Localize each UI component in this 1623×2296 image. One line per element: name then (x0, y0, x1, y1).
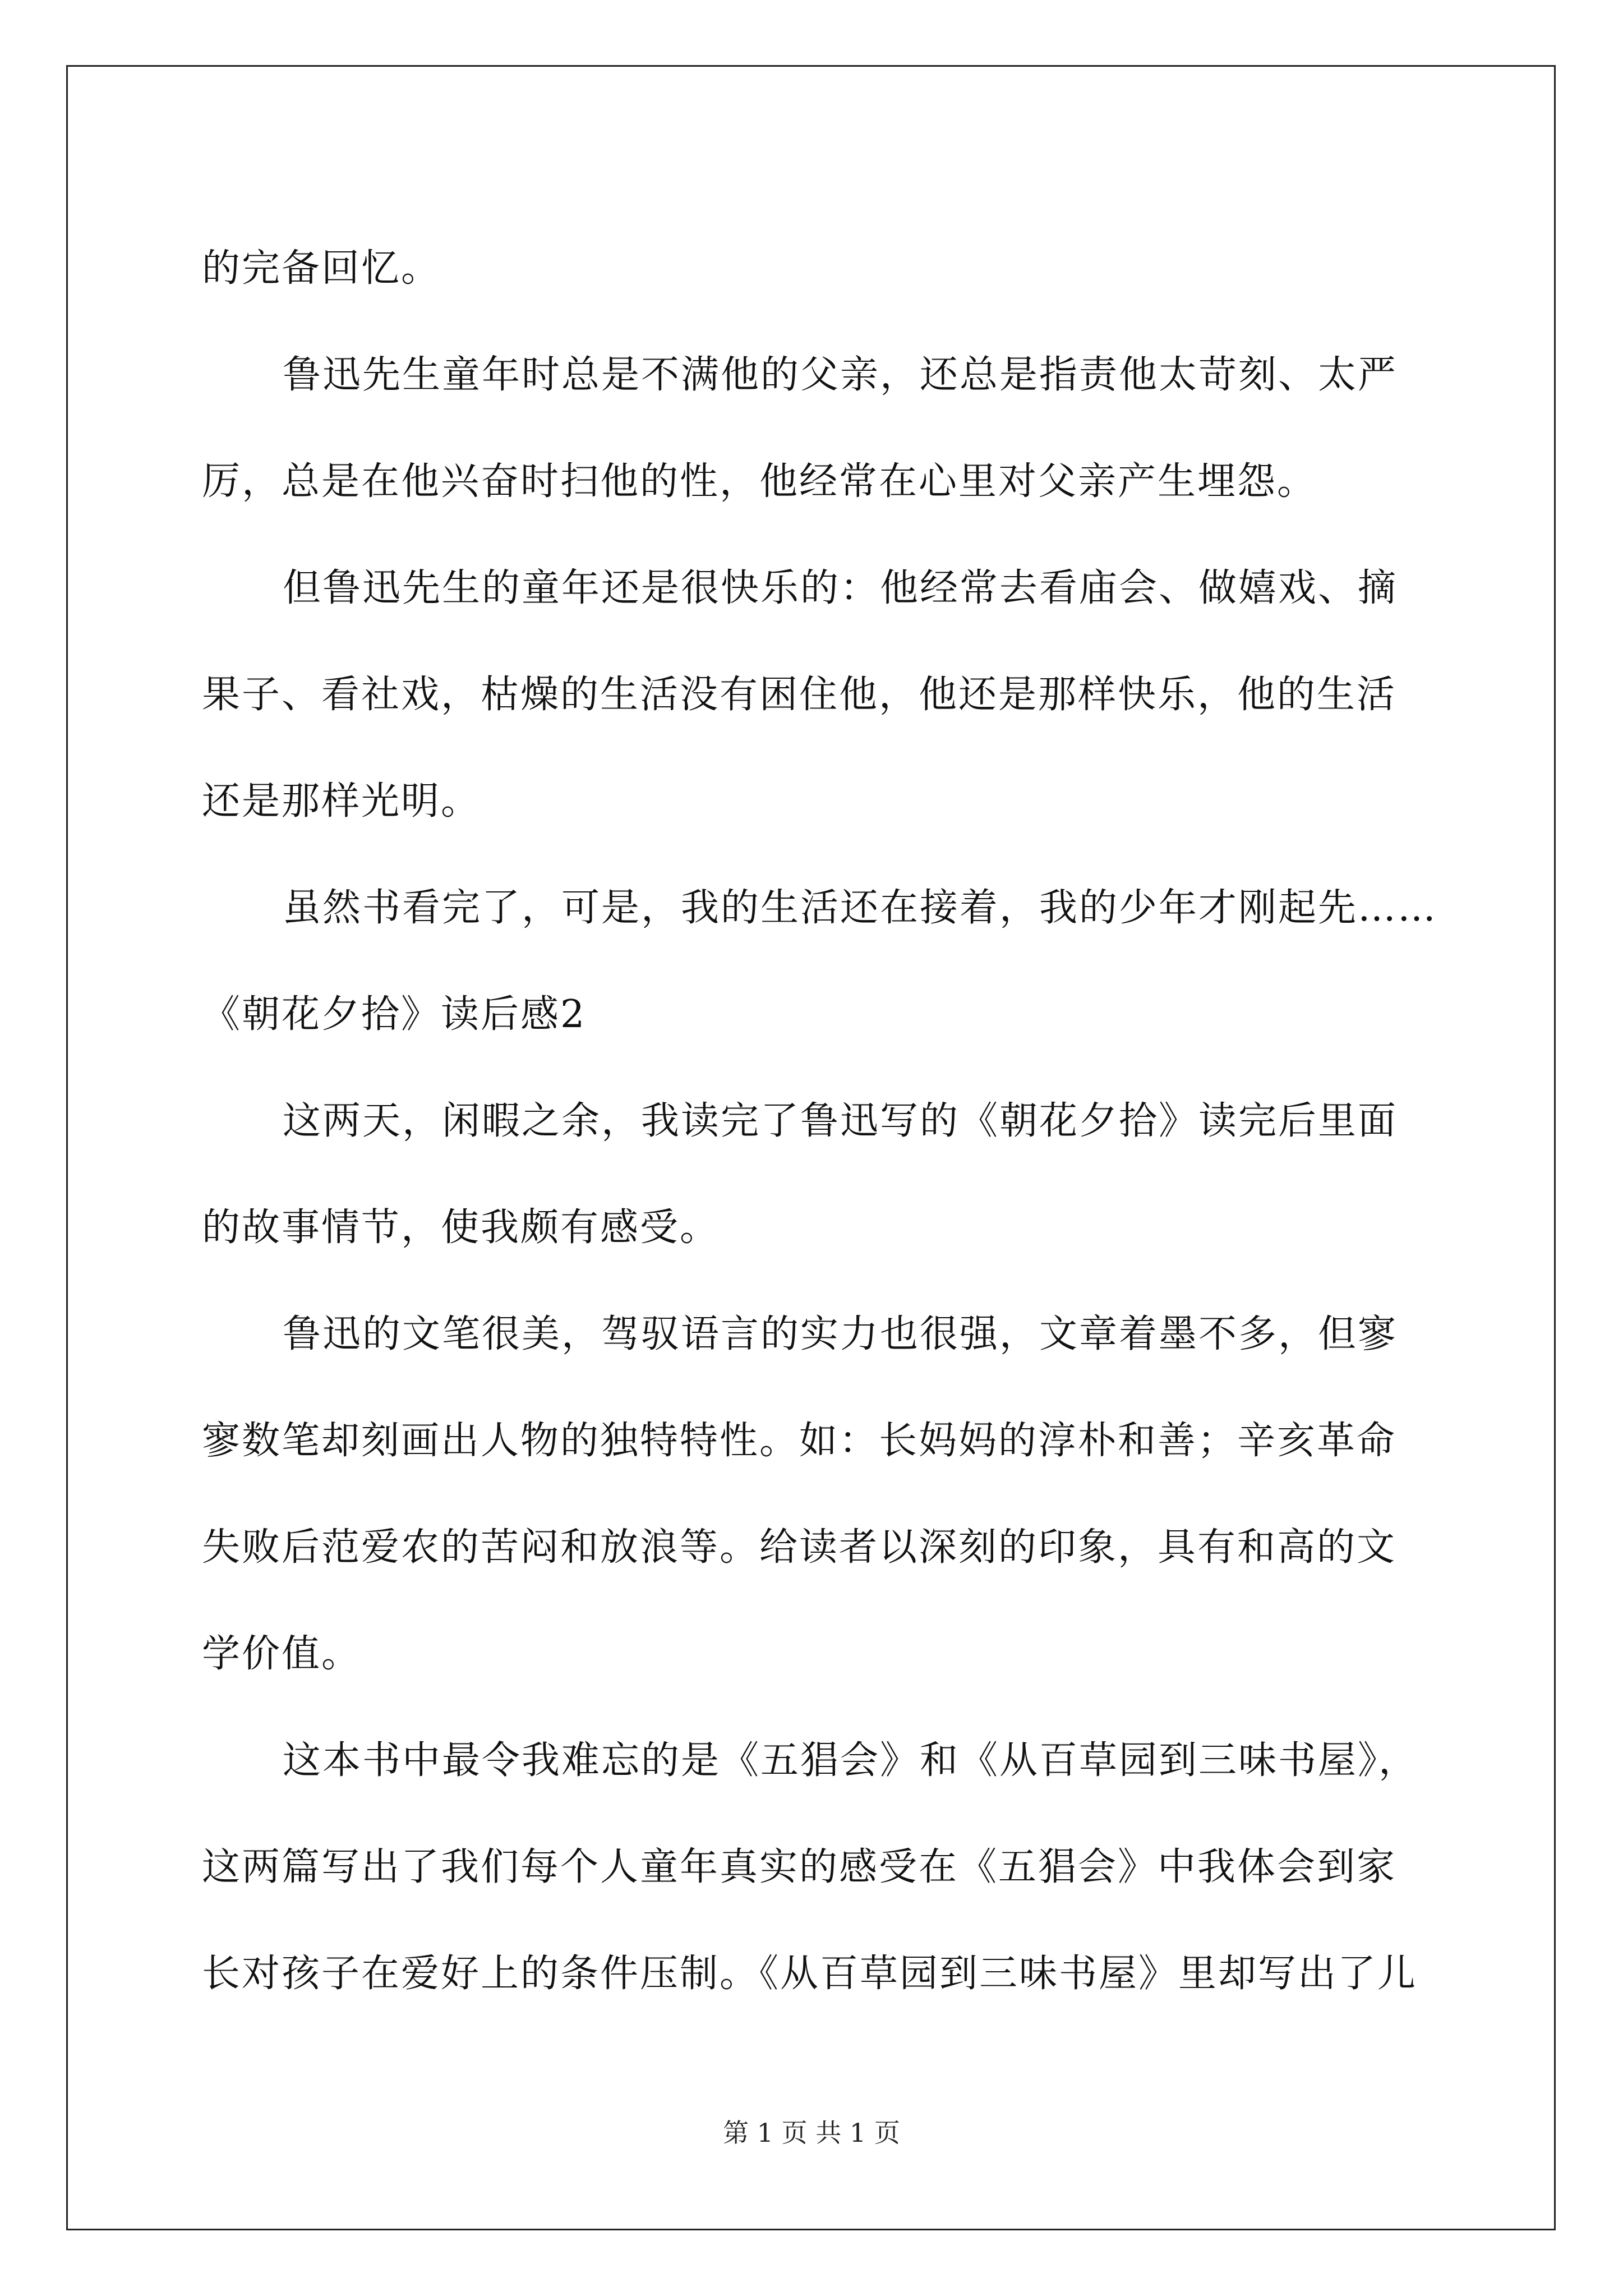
page-number-footer: 第 1 页 共 1 页 (723, 2118, 900, 2148)
text-line: 果子、看社戏，枯燥的生活没有困住他，他还是那样快乐，他的生活 (202, 673, 1397, 717)
text-line: 还是那样光明。 (202, 779, 481, 823)
text-line: 这本书中最令我难忘的是《五猖会》和《从百草园到三味书屋》， (283, 1738, 1419, 1783)
text-line: 厉，总是在他兴奋时扫他的性，他经常在心里对父亲产生埋怨。 (202, 459, 1317, 504)
text-line: 但鲁迅先生的童年还是很快乐的：他经常去看庙会、做嬉戏、摘 (283, 566, 1398, 610)
text-line: 这两天，闲暇之余，我读完了鲁迅写的《朝花夕拾》读完后里面 (283, 1099, 1398, 1143)
text-line: 这两篇写出了我们每个人童年真实的感受在《五猖会》中我体会到家 (202, 1845, 1397, 1889)
document-body (202, 215, 1438, 2027)
text-line: 失败后范爱农的苦闷和放浪等。给读者以深刻的印象，具有和高的文 (202, 1525, 1397, 1570)
text-line: 学价值。 (202, 1632, 362, 1676)
text-line: 鲁迅的文笔很美，驾驭语言的实力也很强，文章着墨不多，但寥 (283, 1312, 1398, 1356)
text-line: 寥数笔却刻画出人物的独特特性。如：长妈妈的淳朴和善；辛亥革命 (202, 1419, 1397, 1463)
text-line: 虽然书看完了，可是，我的生活还在接着，我的少年才刚起先…… (283, 886, 1438, 930)
text-line: 的完备回忆。 (202, 246, 441, 291)
section-heading: 《朝花夕拾》读后感2 (202, 992, 587, 1037)
text-line: 鲁迅先生童年时总是不满他的父亲，还总是指责他太苛刻、太严 (283, 353, 1398, 397)
text-line: 的故事情节，使我颇有感受。 (202, 1205, 720, 1250)
text-line: 长对孩子在爱好上的条件压制。《从百草园到三味书屋》里却写出了儿 (202, 1952, 1418, 1996)
